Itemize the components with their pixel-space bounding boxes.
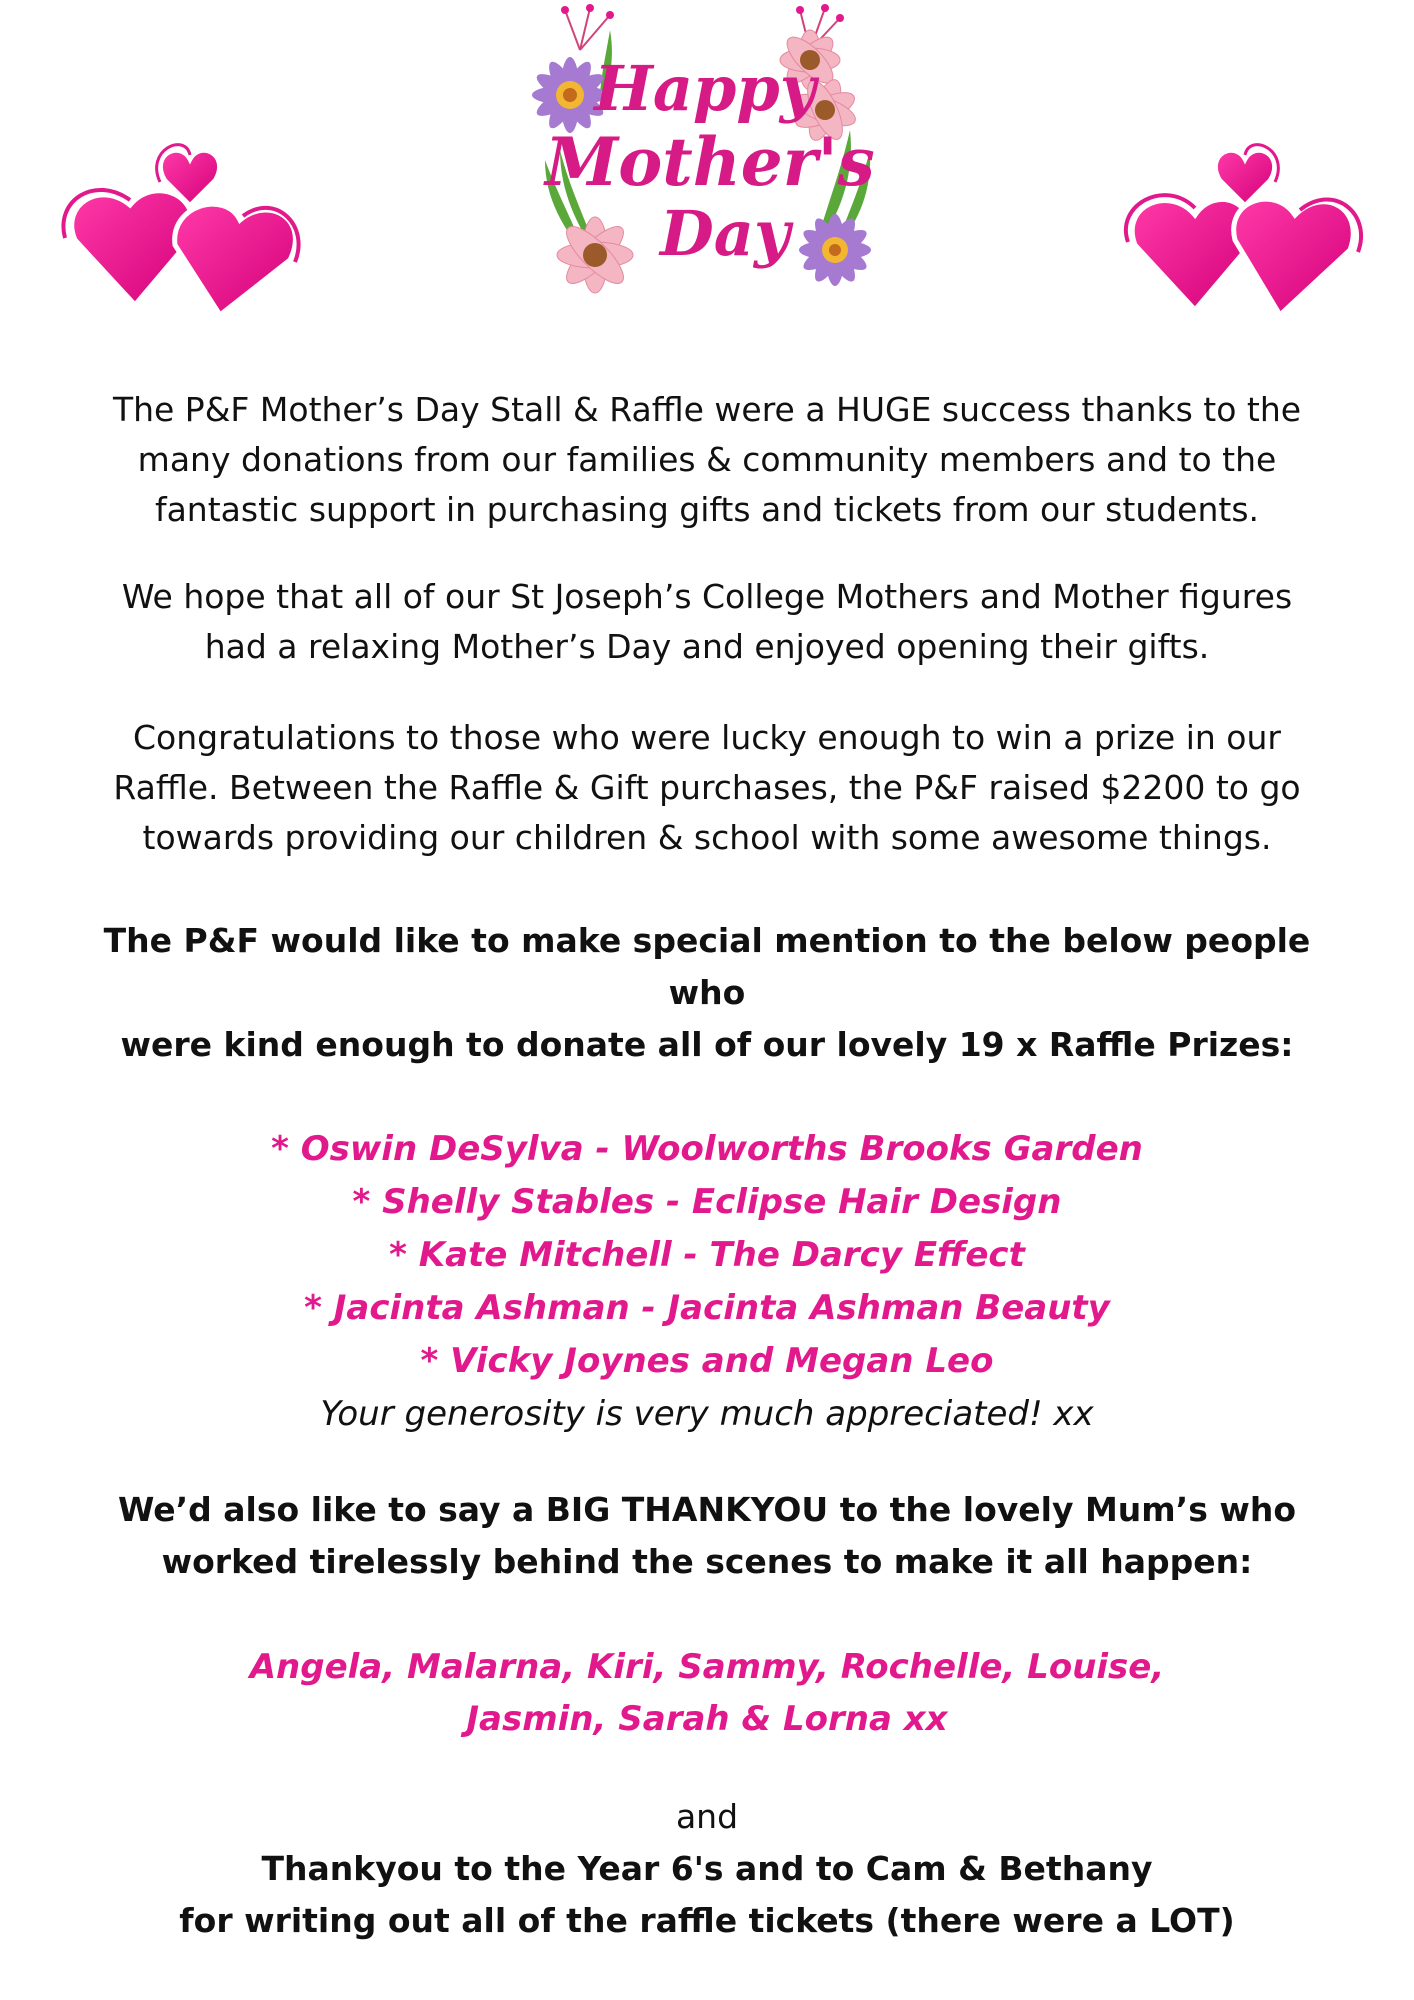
donor-item: * Jacinta Ashman - Jacinta Ashman Beauty bbox=[304, 1288, 1110, 1328]
special-mention-line: The P&F would like to make special mention to the below people who bbox=[103, 921, 1311, 1012]
thankyou-line: worked tirelessly behind the scenes to make it all happen: bbox=[161, 1542, 1253, 1581]
donor-item: * Oswin DeSylva - Woolworths Brooks Garden bbox=[271, 1129, 1143, 1169]
hearts-left-icon bbox=[55, 120, 315, 330]
letter-body bbox=[70, 385, 1344, 1947]
donor-item: * Shelly Stables - Eclipse Hair Design bbox=[352, 1182, 1062, 1222]
thankyou-heading bbox=[70, 1484, 1344, 1588]
donor-item: * Kate Mitchell - The Darcy Effect bbox=[389, 1235, 1025, 1275]
hope-paragraph bbox=[70, 572, 1344, 672]
happy-mothers-day-logo bbox=[520, 0, 900, 320]
donor-item: * Vicky Joynes and Megan Leo bbox=[420, 1341, 994, 1381]
logo-happy: Happy bbox=[594, 52, 816, 125]
flower-icon bbox=[799, 214, 871, 286]
special-mention-heading bbox=[70, 915, 1344, 1071]
logo-day: Day bbox=[660, 197, 790, 270]
flower-icon bbox=[557, 217, 633, 293]
and-connector: and bbox=[675, 1797, 739, 1836]
thankyou-line: We’d also like to say a BIG THANKYOU to the lovely Mum’s who bbox=[118, 1490, 1296, 1529]
congrats-paragraph bbox=[70, 713, 1344, 863]
helpers-line: Jasmin, Sarah & Lorna xx bbox=[466, 1699, 948, 1739]
hearts-right-icon bbox=[1110, 120, 1370, 330]
hope-line: had a relaxing Mother’s Day and enjoyed opening their gifts. bbox=[204, 627, 1210, 666]
appreciation-note: Your generosity is very much appreciated! xx bbox=[320, 1394, 1094, 1434]
donor-list bbox=[70, 1123, 1344, 1441]
hope-line: We hope that all of our St Joseph’s College Mothers and Mother figures bbox=[121, 577, 1293, 616]
final-thanks-line: Thankyou to the Year 6's and to Cam & Bethany bbox=[261, 1849, 1153, 1888]
intro-paragraph bbox=[70, 385, 1344, 535]
intro-line: fantastic support in purchasing gifts and tickets from our students. bbox=[154, 490, 1260, 529]
intro-line: The P&F Mother’s Day Stall & Raffle were a HUGE success thanks to the bbox=[112, 390, 1302, 429]
congrats-line: Raffle. Between the Raffle & Gift purchases, the P&F raised $2200 to go bbox=[113, 768, 1301, 807]
final-thanks-line: for writing out all of the raffle tickets (there were a LOT) bbox=[179, 1901, 1235, 1940]
header-banner bbox=[0, 0, 1414, 330]
intro-line: many donations from our families & community members and to the bbox=[137, 440, 1277, 479]
logo-mothers: Mother's bbox=[545, 123, 875, 201]
congrats-line: towards providing our children & school with some awesome things. bbox=[142, 818, 1272, 857]
helpers-list bbox=[70, 1641, 1344, 1745]
congrats-line: Congratulations to those who were lucky enough to win a prize in our bbox=[133, 718, 1281, 757]
special-mention-line: were kind enough to donate all of our lovely 19 x Raffle Prizes: bbox=[120, 1025, 1294, 1064]
helpers-line: Angela, Malarna, Kiri, Sammy, Rochelle, Louise, bbox=[249, 1647, 1165, 1687]
final-thanks bbox=[70, 1843, 1344, 1947]
